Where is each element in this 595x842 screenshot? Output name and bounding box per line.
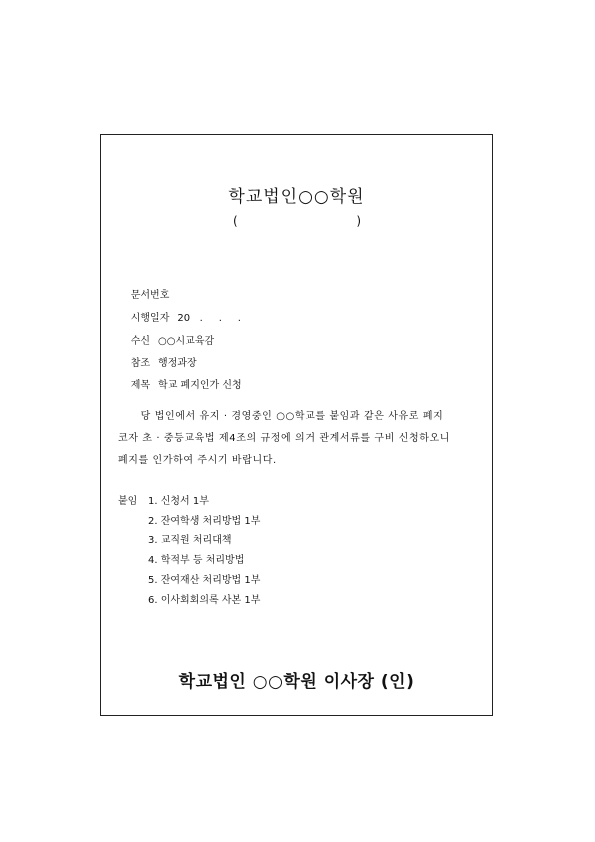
attachment-item: 3. 교직원 처리대책 [148,535,232,546]
date-label: 시행일자 [130,313,170,324]
date-value: 20 . . . [177,313,241,324]
paren-open: ( [233,214,238,228]
recipient-value: ○○시교육감 [158,336,215,347]
attachment-item: 2. 잔여학생 처리방법 1부 [148,516,261,527]
title-subtitle-parentheses [233,214,361,228]
attachment-item: 5. 잔여재산 처리방법 1부 [148,575,261,586]
attachment-item: 4. 학적부 등 처리방법 [148,555,245,566]
recipient-label: 수신 [130,336,151,347]
body-line: 당 법인에서 유지 · 경영중인 ○○학교를 붙임과 같은 사유로 폐지 [118,411,444,422]
subject-value: 학교 폐지인가 신청 [158,380,242,391]
document-frame [100,134,493,716]
body-line: 폐지를 인가하여 주시기 바랍니다. [118,455,277,466]
document-title: 학교법인○○학원 [228,187,365,207]
attachment-item: 1. 신청서 1부 [148,496,209,507]
attachment-label: 붙임 [118,496,138,507]
reference-value: 행정과장 [158,358,197,369]
subject-label: 제목 [130,380,151,391]
signature-line: 학교법인 ○○학원 이사장 (인) [178,672,415,692]
reference-label: 참조 [130,358,151,369]
attachment-item: 6. 이사회회의록 사본 1부 [148,595,261,606]
subject-field [118,365,242,402]
paren-close: ) [356,214,361,228]
body-line: 코자 초 · 중등교육법 제4조의 규정에 의거 관계서류를 구비 신청하오니 [118,433,451,444]
doc-number-label: 문서번호 [130,290,170,301]
